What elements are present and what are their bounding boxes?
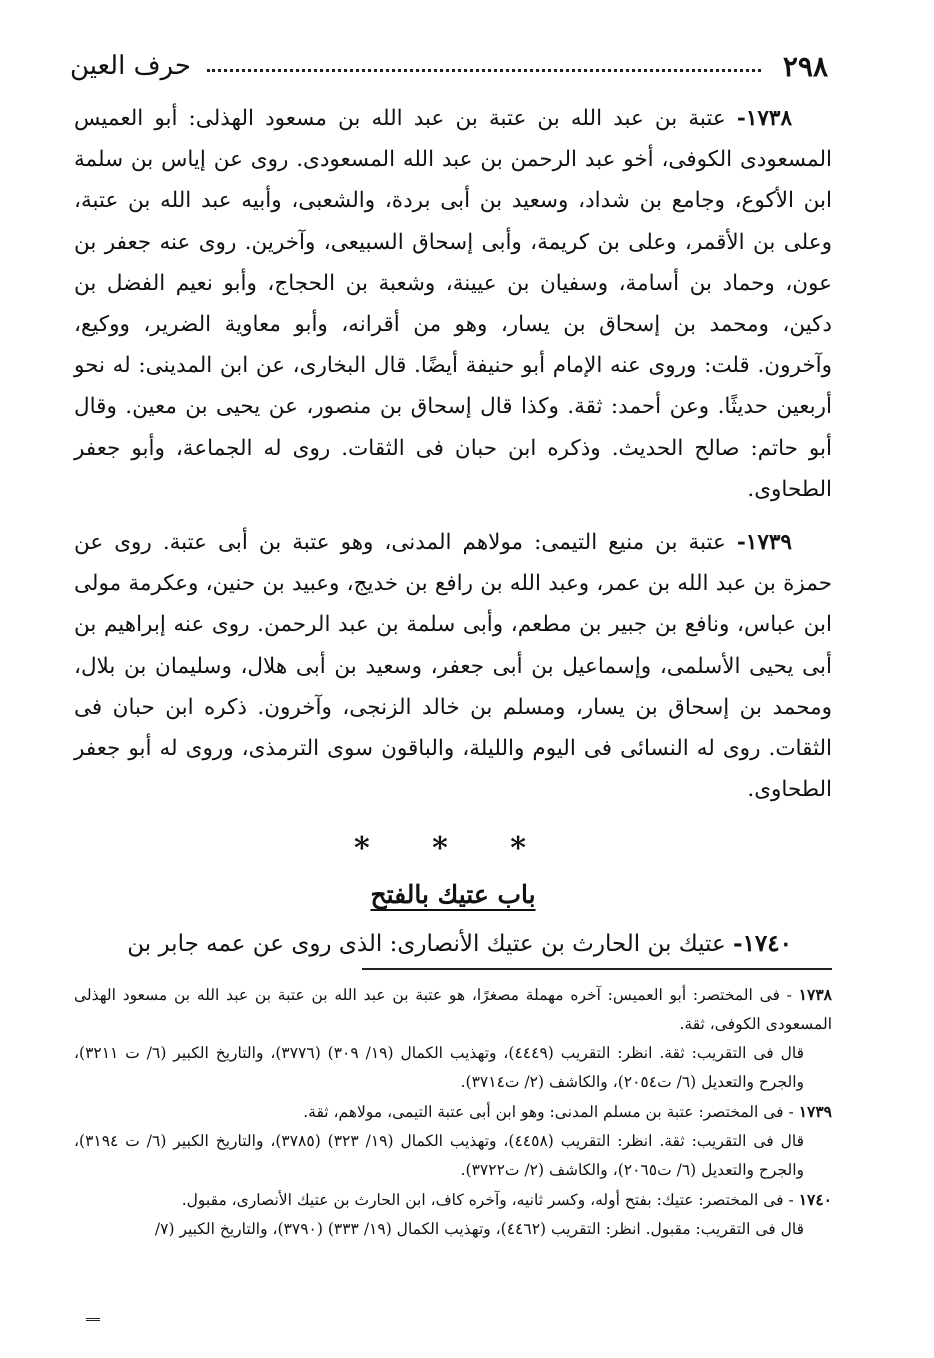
- entry-text: عتيك بن الحارث بن عتيك الأنصارى: الذى روى عن عمه جابر بن: [127, 931, 726, 958]
- footnote-1738: [74, 980, 832, 1039]
- header-dotted-leader: [207, 69, 761, 72]
- entry-number: ١٧٤٠-: [733, 930, 792, 958]
- section-heading: باب عتيك بالفتح: [370, 880, 536, 910]
- biography-entry-1740: [74, 922, 832, 966]
- section-separator-stars: * * *: [354, 831, 552, 867]
- footnote-number: ١٧٣٨: [798, 985, 832, 1004]
- footnote-text: - فى المختصر: أبو العميس: آخره مهملة مصغرًا، هو عتبة بن عبد الله بن عتبة بن عبد الله بن مسعود الهذلى المسعودى الكوفى، ثقة.: [74, 986, 832, 1033]
- footnote-number: ١٧٣٩: [798, 1102, 832, 1121]
- footnote-1740: [74, 1185, 832, 1215]
- biography-entry-1739: [74, 522, 832, 810]
- entry-text: عتبة بن عبد الله بن عتبة بن عبد الله بن مسعود الهذلى: أبو العميس المسعودى الكوفى، أخو عبد الرحمن بن عبد الله المسعودى. روى عن إياس بن سلمة ابن الأكوع، وجامع بن شداد، وسعيد بن أبى بردة، والشعبى، وأبيه عبد الله بن عتبة، وعلى بن الأقمر، وعلى بن كريمة، وأبى إسحاق السبيعى، وآخرين. روى عنه جعفر بن عون، وحماد بن أسامة، وسفيان بن عيينة، وشعبة بن الحجاج، وأبو نعيم الفضل بن دكين، ومحمد بن إسحاق بن يسار، وهو من أقرانه، وأبو معاوية الضرير، ووكيع، وآخرون. قلت: وروى عنه الإمام أبو حنيفة أيضًا. قال البخارى، عن ابن المدينى: له نحو أربعين حديثًا. وعن أحمد: ثقة. وكذا قال إسحاق بن منصور، عن يحيى بن معين. وقال أبو حاتم: صالح الحديث. وذكره ابن حبان فى الثقات. روى له الجماعة، وأبو جعفر الطحاوى.: [74, 106, 832, 502]
- footnote-1739: [74, 1097, 832, 1127]
- footnote-number: ١٧٤٠: [798, 1190, 832, 1209]
- footnote-1738-reference: قال فى التقريب: ثقة. انظر: التقريب (٤٤٤٩)، وتهذيب الكمال (١٩/ ٣٠٩) (٣٧٧٦)، والتاريخ الكبير (٦/ ت ٣٢١١)، والجرح والتعديل (٦/ ت٢٠٥٤)، والكاشف (٢/ ت٣٧١٤).: [74, 1044, 805, 1091]
- entry-number: ١٧٣٩-: [736, 530, 792, 556]
- footnotes: [74, 980, 832, 1244]
- running-header: [70, 46, 828, 86]
- chapter-title: حرف العين: [70, 51, 191, 81]
- entry-number: ١٧٣٨-: [736, 106, 793, 131]
- footnote-1739-reference: قال فى التقريب: ثقة. انظر: التقريب (٤٤٥٨)، وتهذيب الكمال (١٩/ ٣٢٣) (٣٧٨٥)، والتاريخ الكبير (٦/ ت ٣١٩٤)، والجرح والتعديل (٦/ ت٢٠٦٥)، والكاشف (٢/ ت٣٧٢٢).: [74, 1132, 805, 1179]
- biography-entry-1738: [74, 98, 832, 510]
- continuation-marker: [86, 1318, 100, 1321]
- footnote-text: - فى المختصر: عتيك: بفتح أوله، وكسر ثانيه، وآخره كاف، ابن الحارث بن عتيك الأنصارى، مقبول.: [181, 1191, 794, 1209]
- footnote-1740-reference: قال فى التقريب: مقبول. انظر: التقريب (٤٤٦٢)، وتهذيب الكمال (١٩/ ٣٣٣) (٣٧٩٠)، والتاريخ الكبير (٧/: [154, 1220, 804, 1238]
- main-text: [74, 98, 832, 966]
- footnote-text: - فى المختصر: عتبة بن مسلم المدنى: وهو ابن أبى عتبة التيمى، مولاهم، ثقة.: [303, 1103, 794, 1121]
- page-number: ٢٩٨: [782, 49, 828, 83]
- entry-text: عتبة بن منيع التيمى: مولاهم المدنى، وهو عتبة بن أبى عتبة. روى عن حمزة بن عبد الله بن عمر، وعبد الله بن رافع بن خديج، وعبيد بن حنين، وعكرمة مولى ابن عباس، ونافع بن جبير بن مطعم، وأبى سلمة بن عبد الرحمن. روى عنه إبراهيم بن أبى يحيى الأسلمى، وإسماعيل بن أبى جعفر، وسعيد بن أبى هلال، وسليمان بن بلال، ومحمد بن إسحاق بن يسار، ومسلم بن خالد الزنجى، وآخرون. ذكره ابن حبان فى الثقات. روى له النسائى فى اليوم والليلة، والباقون سوى الترمذى، وروى له أبو جعفر الطحاوى.: [74, 530, 832, 803]
- footnote-divider: [362, 968, 832, 970]
